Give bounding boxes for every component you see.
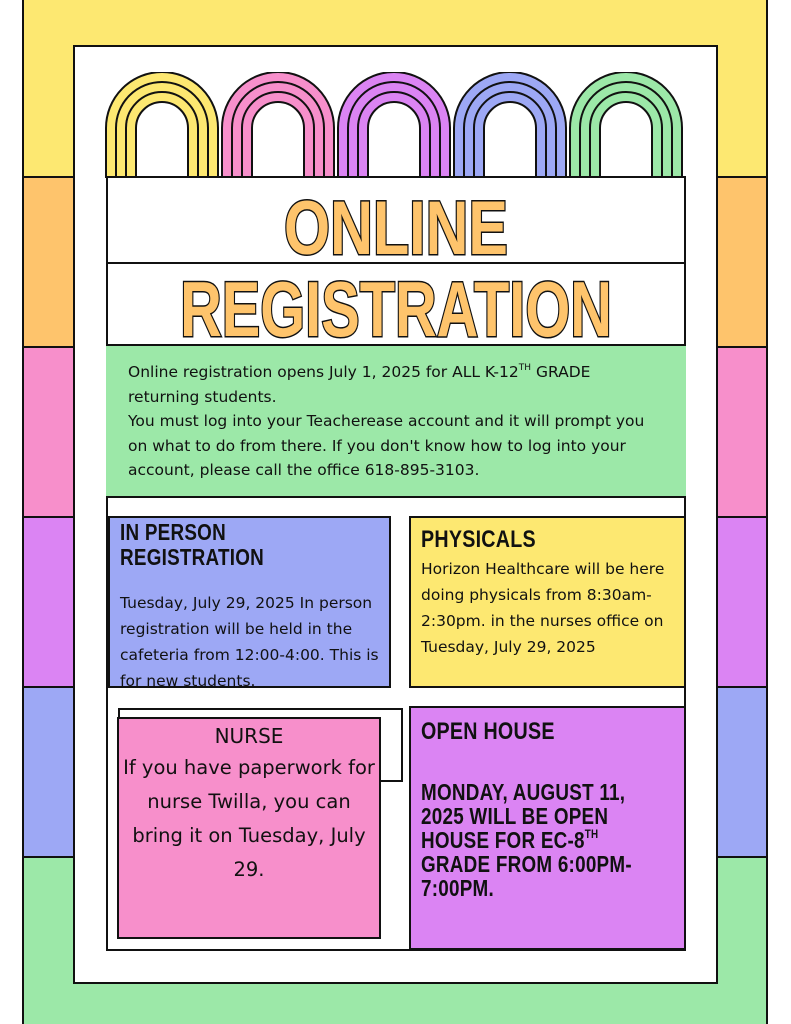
physicals-card [409,516,686,688]
nurse-body: If you have paperwork for nurse Twilla, you can bring it on Tuesday, July 29. [123,756,375,881]
rainbow-arches-decoration [104,72,688,178]
open-house-card [409,706,686,950]
title-line-online: ONLINE [284,185,508,271]
page-title [106,176,686,344]
nurse-heading: NURSE [214,724,284,748]
intro-line-4: on what to do from there. If you don't know how to log into your [128,436,626,455]
intro-section [106,344,686,498]
in-person-body: Tuesday, July 29, 2025 In person registration will be held in the cafeteria from 12:00-4:00. This is for new students. [120,594,379,690]
nurse-card [117,717,381,939]
open-house-heading: OPEN HOUSE [421,718,555,745]
intro-line-2: returning students. [128,387,277,406]
physicals-heading: PHYSICALS [421,526,536,553]
title-line-registration: REGISTRATION [180,265,612,344]
in-person-heading: IN PERSON REGISTRATION [120,519,265,570]
in-person-registration-card [108,516,391,688]
open-house-body: MONDAY, AUGUST 11, 2025 WILL BE OPEN HOUSE FOR EC-8TH GRADE FROM 6:00PM- 7:00PM. [421,779,632,901]
intro-line-3: You must log into your Teacherease account and it will prompt you [128,412,645,430]
intro-line-5: account, please call the office 618-895-3103. [128,461,480,479]
physicals-body: Horizon Healthcare will be here doing physicals from 8:30am-2:30pm. in the nurses office on Tuesday, July 29, 2025 [421,560,665,656]
intro-line-1: Online registration opens July 1, 2025 for ALL K-12TH GRADE [128,363,591,381]
